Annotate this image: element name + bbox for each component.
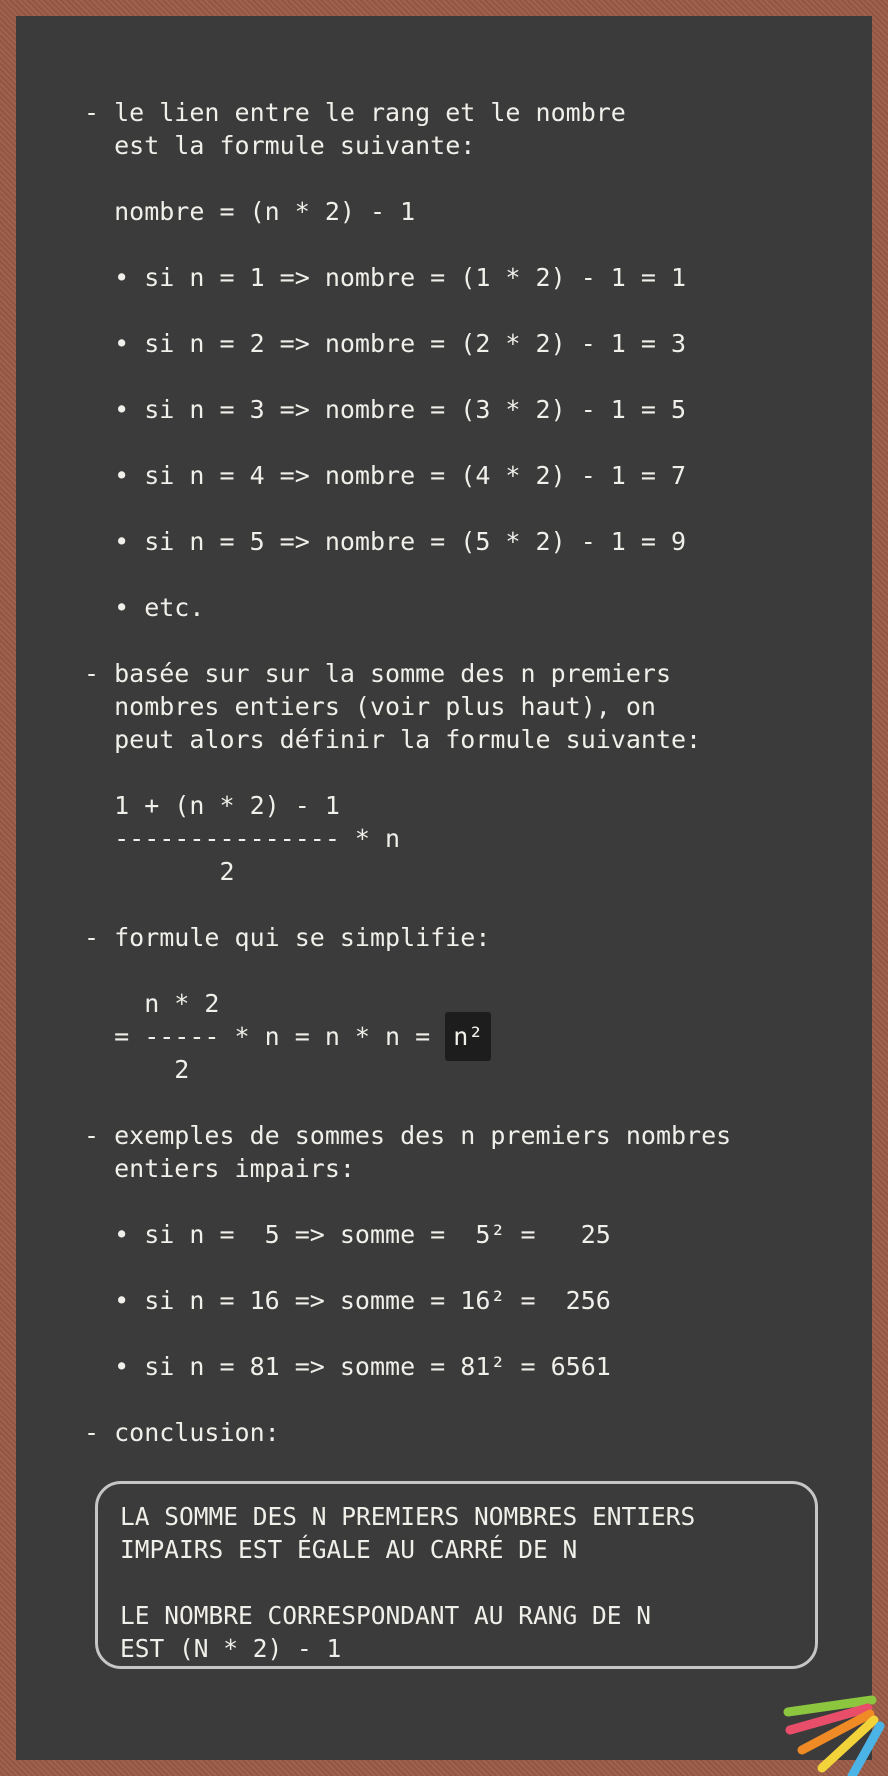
conclusion-line: IMPAIRS EST ÉGALE AU CARRÉ DE N	[120, 1535, 578, 1564]
sum-example: • si n = 81 => somme = 81² = 6561	[84, 1352, 611, 1381]
text-line: nombres entiers (voir plus haut), on	[84, 692, 656, 721]
formula-line: nombre = (n * 2) - 1	[84, 197, 416, 226]
text-line: - basée sur sur la somme des n premiers	[84, 659, 671, 688]
text-line	[84, 558, 864, 591]
text-line	[84, 954, 864, 987]
text-line	[84, 1185, 864, 1218]
board-text	[84, 96, 864, 1449]
formula-fraction-bar: = ----- * n = n * n =	[84, 1022, 446, 1051]
chalk-sticks-icon	[770, 1680, 888, 1776]
text-line: - exemples de sommes des n premiers nombres	[84, 1121, 732, 1150]
conclusion-line: LE NOMBRE CORRESPONDANT AU RANG DE N	[120, 1601, 652, 1630]
example-item: • si n = 2 => nombre = (2 * 2) - 1 = 3	[84, 329, 687, 358]
text-line	[84, 888, 864, 921]
text-line	[84, 162, 864, 195]
example-item: • si n = 3 => nombre = (3 * 2) - 1 = 5	[84, 395, 687, 424]
text-line	[84, 228, 864, 261]
text-line	[84, 1317, 864, 1350]
conclusion-line: LA SOMME DES N PREMIERS NOMBRES ENTIERS	[120, 1502, 696, 1531]
text-line	[84, 756, 864, 789]
text-line	[84, 1251, 864, 1284]
formula-denominator: 2	[84, 857, 235, 886]
text-line	[84, 1383, 864, 1416]
simplified-formula	[84, 1020, 864, 1053]
example-item: • etc.	[84, 593, 205, 622]
conclusion-heading: - conclusion:	[84, 1418, 280, 1447]
text-line: peut alors définir la formule suivante:	[84, 725, 702, 754]
text-line: - formule qui se simplifie:	[84, 923, 491, 952]
text-line	[84, 1086, 864, 1119]
text-line	[84, 426, 864, 459]
conclusion-box	[95, 1481, 818, 1669]
sum-example: • si n = 5 => somme = 5² = 25	[84, 1220, 611, 1249]
formula-fraction-bar: --------------- * n	[84, 824, 401, 853]
conclusion-line	[120, 1566, 815, 1599]
conclusion-line: EST (N * 2) - 1	[120, 1634, 342, 1663]
text-line	[84, 492, 864, 525]
chalkboard	[16, 16, 872, 1760]
formula-denominator: 2	[84, 1055, 190, 1084]
example-item: • si n = 4 => nombre = (4 * 2) - 1 = 7	[84, 461, 687, 490]
formula-numerator: n * 2	[84, 989, 220, 1018]
n-squared-highlight: n²	[445, 1012, 491, 1061]
sum-example: • si n = 16 => somme = 16² = 256	[84, 1286, 611, 1315]
example-item: • si n = 1 => nombre = (1 * 2) - 1 = 1	[84, 263, 687, 292]
text-line: entiers impairs:	[84, 1154, 355, 1183]
text-line: est la formule suivante:	[84, 131, 476, 160]
text-line	[84, 360, 864, 393]
formula-numerator: 1 + (n * 2) - 1	[84, 791, 340, 820]
text-line	[84, 294, 864, 327]
text-line: - le lien entre le rang et le nombre	[84, 98, 626, 127]
text-line	[84, 624, 864, 657]
example-item: • si n = 5 => nombre = (5 * 2) - 1 = 9	[84, 527, 687, 556]
